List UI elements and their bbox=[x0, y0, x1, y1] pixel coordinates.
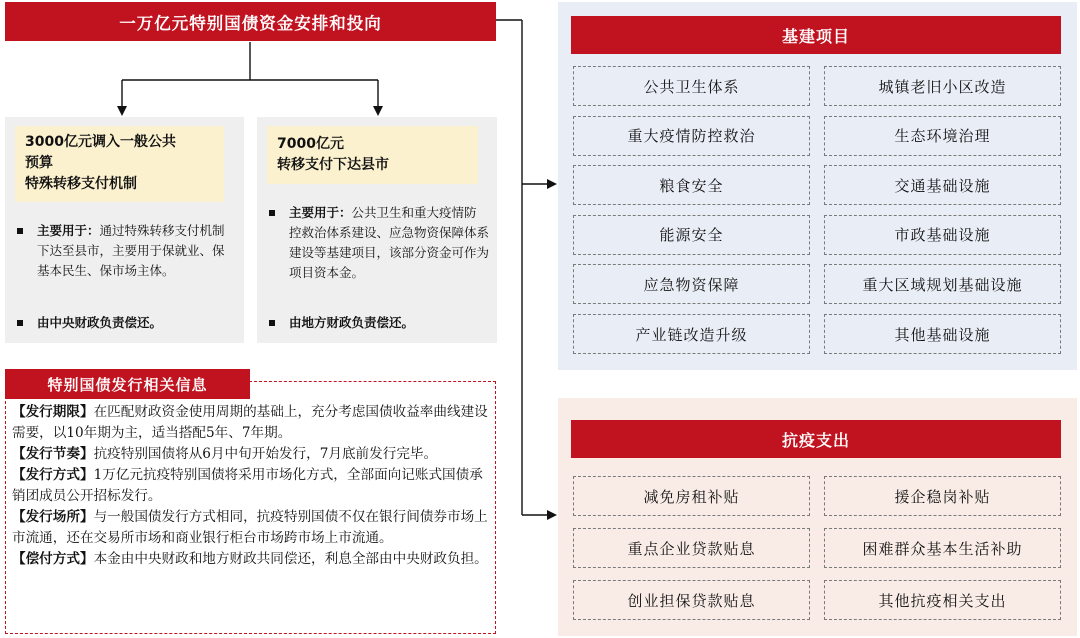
left-header-line1: 3000亿元调入一般公共 bbox=[25, 134, 176, 150]
info-title: 特别国债发行相关信息 bbox=[5, 369, 250, 399]
left-bullet-text: 通过特殊转移支付机制下达至县市，主要用于保就业、保基本民生、保市场主体。 bbox=[37, 223, 225, 278]
left-header-line3: 特殊转移支付机制 bbox=[25, 176, 137, 192]
epidemic-item: 其他抗疫相关支出 bbox=[824, 580, 1061, 620]
info-venue-text: 与一般国债发行方式相同，抗疫特别国债不仅在银行间债券市场上市流通，还在交易所市场和商业银行柜台市场跨市场上市流通。 bbox=[12, 509, 488, 546]
infra-item: 应急物资保障 bbox=[573, 264, 810, 304]
infra-item: 粮食安全 bbox=[573, 165, 810, 205]
left-allocation-panel bbox=[5, 117, 244, 343]
epidemic-title: 抗疫支出 bbox=[571, 420, 1061, 458]
bullet-square-icon bbox=[269, 210, 275, 216]
issuance-info-box bbox=[5, 381, 496, 634]
right-header-line1: 7000亿元 bbox=[277, 136, 344, 152]
right-repay-text: 由地方财政负责偿还。 bbox=[289, 315, 415, 330]
left-repay-text: 由中央财政负责偿还。 bbox=[37, 315, 163, 330]
infra-panel bbox=[558, 2, 1077, 370]
info-term-label: 【发行期限】 bbox=[12, 404, 94, 420]
info-pace bbox=[12, 444, 489, 465]
epidemic-panel bbox=[558, 398, 1077, 636]
info-repayment-label: 【偿付方式】 bbox=[12, 551, 94, 567]
bullet-square-icon bbox=[17, 320, 23, 326]
infra-item: 能源安全 bbox=[573, 215, 810, 255]
info-repayment-text: 本金由中央财政和地方财政共同偿还，利息全部由中央财政负担。 bbox=[93, 551, 488, 567]
bullet-square-icon bbox=[17, 228, 23, 234]
info-repayment bbox=[12, 549, 489, 570]
info-method-label: 【发行方式】 bbox=[12, 467, 94, 483]
right-header-line2: 转移支付下达县市 bbox=[277, 157, 389, 173]
infra-item: 产业链改造升级 bbox=[573, 314, 810, 354]
info-pace-text: 抗疫特别国债将从6月中旬开始发行，7月底前发行完毕。 bbox=[93, 446, 438, 462]
epidemic-item: 减免房租补贴 bbox=[573, 476, 810, 516]
infra-title: 基建项目 bbox=[571, 16, 1061, 54]
info-method bbox=[12, 465, 489, 507]
left-bullet-usage bbox=[13, 221, 235, 281]
epidemic-item: 困难群众基本生活补助 bbox=[824, 528, 1061, 568]
main-title: 一万亿元特别国债资金安排和投向 bbox=[5, 2, 496, 41]
epidemic-item: 重点企业贷款贴息 bbox=[573, 528, 810, 568]
infra-item: 交通基础设施 bbox=[824, 165, 1061, 205]
right-bullet-text: 公共卫生和重大疫情防控救治体系建设、应急物资保障体系建设等基建项目，该部分资金可作为项目资本金。 bbox=[289, 205, 490, 280]
right-bullet-repay bbox=[265, 313, 489, 333]
right-bullet-label: 主要用于： bbox=[289, 205, 352, 220]
info-term bbox=[12, 402, 489, 444]
left-panel-header bbox=[15, 126, 224, 202]
infra-item: 重大区域规划基础设施 bbox=[824, 264, 1061, 304]
infra-item: 城镇老旧小区改造 bbox=[824, 66, 1061, 106]
infra-item: 生态环境治理 bbox=[824, 116, 1061, 156]
right-bullet-usage bbox=[265, 203, 489, 283]
infra-item: 公共卫生体系 bbox=[573, 66, 810, 106]
right-panel-header bbox=[267, 126, 478, 184]
info-pace-label: 【发行节奏】 bbox=[12, 446, 94, 462]
info-venue bbox=[12, 507, 489, 549]
left-header-line2: 预算 bbox=[25, 155, 53, 171]
infra-item: 市政基础设施 bbox=[824, 215, 1061, 255]
info-term-text: 在匹配财政资金使用周期的基础上，充分考虑国债收益率曲线建设需要，以10年期为主，适当搭配5年、7年期。 bbox=[12, 404, 488, 441]
info-method-text: 1万亿元抗疫特别国债将采用市场化方式，全部面向记账式国债承销团成员公开招标发行。 bbox=[12, 467, 483, 504]
bullet-square-icon bbox=[269, 320, 275, 326]
epidemic-item: 援企稳岗补贴 bbox=[824, 476, 1061, 516]
epidemic-item: 创业担保贷款贴息 bbox=[573, 580, 810, 620]
left-bullet-repay bbox=[13, 313, 235, 333]
infra-item: 重大疫情防控救治 bbox=[573, 116, 810, 156]
info-venue-label: 【发行场所】 bbox=[12, 509, 94, 525]
infra-item: 其他基础设施 bbox=[824, 314, 1061, 354]
left-bullet-label: 主要用于： bbox=[37, 223, 100, 238]
right-allocation-panel bbox=[257, 117, 497, 343]
